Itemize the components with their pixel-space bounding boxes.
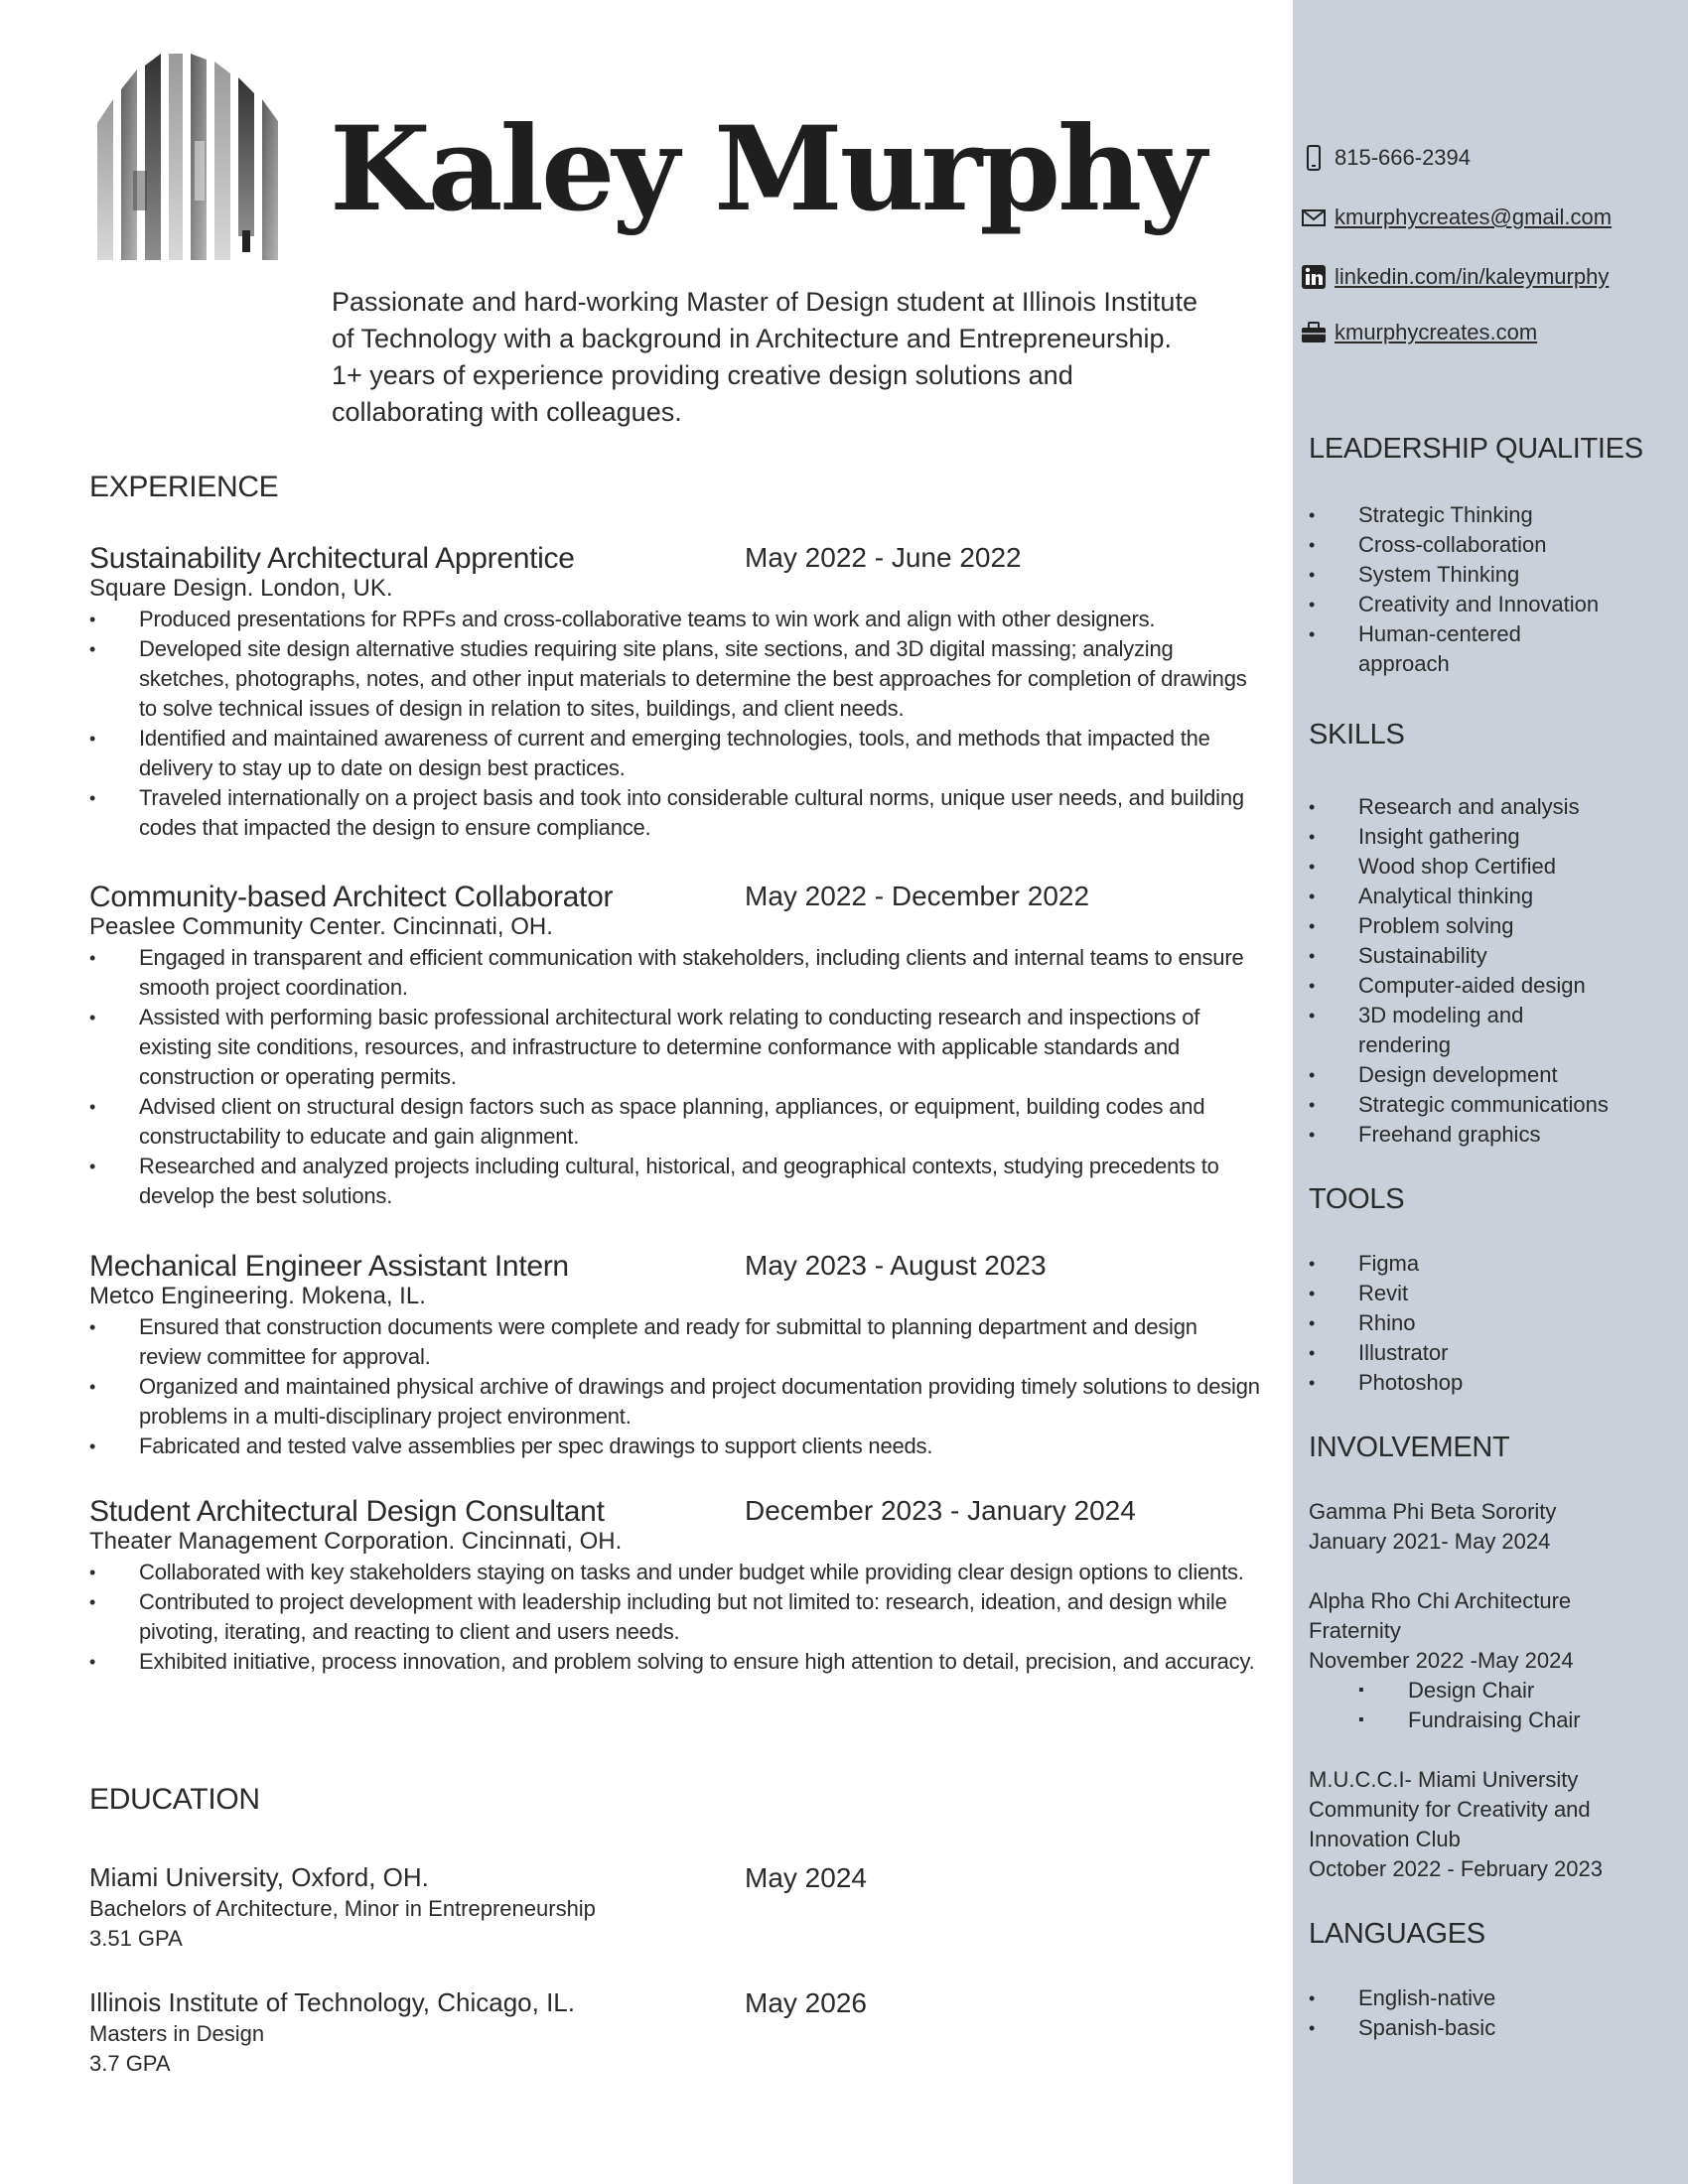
job-title: Student Architectural Design Consultant xyxy=(89,1495,605,1528)
graduation-date: May 2026 xyxy=(745,1987,867,2018)
professional-summary: Passionate and hard-working Master of Design student at Illinois Institute of Technology with a background in Architecture and Entrepreneurship. 1+ years of experience providing creative design solutions and collaborating with colleagues. xyxy=(332,287,1197,427)
linkedin-icon xyxy=(1301,264,1327,290)
job-bullet: • Organized and maintained physical archive of drawings and project documentation providing timely solutions to design problems in a multi-disciplinary project environment. xyxy=(89,1372,1261,1432)
skills-heading: SKILLS xyxy=(1309,719,1405,751)
job-bullet: • Exhibited initiative, process innovation, and problem solving to ensure high attention to detail, precision, and accuracy. xyxy=(89,1647,1261,1677)
contact-linkedin[interactable] xyxy=(1301,264,1609,290)
phone-number: 815-666-2394 xyxy=(1335,145,1472,170)
website-link[interactable]: kmurphycreates.com xyxy=(1335,320,1538,344)
job-bullet: • Developed site design alternative studies requiring site plans, site sections, and 3D digital massing; analyzing sketches, photographs, notes, and other input materials to determine the best approaches for completion of drawings to solve technical issues of design in relation to sites, buildings, and client needs. xyxy=(89,634,1261,724)
tools-list xyxy=(1309,1249,1666,1398)
list-item: • Freehand graphics xyxy=(1309,1120,1666,1150)
list-item: • Sustainability xyxy=(1309,941,1666,971)
role-item: ▪ Design Chair xyxy=(1309,1676,1676,1706)
degree: Masters in Design xyxy=(89,2021,265,2046)
list-item: • Cross-collaboration xyxy=(1309,530,1666,560)
email-link[interactable]: kmurphycreates@gmail.com xyxy=(1335,205,1613,229)
job-title: Community-based Architect Collaborator xyxy=(89,881,614,913)
job-date: December 2023 - January 2024 xyxy=(745,1495,1136,1526)
mail-icon xyxy=(1301,205,1327,230)
list-item: • Creativity and Innovation xyxy=(1309,590,1666,619)
job-bullets xyxy=(89,943,1261,1211)
list-item: • Rhino xyxy=(1309,1308,1666,1338)
job-bullet: • Produced presentations for RPFs and cross-collaborative teams to win work and align with other designers. xyxy=(89,605,1261,634)
list-item: • Design development xyxy=(1309,1060,1666,1090)
school-name: Miami University, Oxford, OH. xyxy=(89,1862,429,1892)
job-company: Peaslee Community Center. Cincinnati, OH. xyxy=(89,913,553,940)
job-bullet: • Engaged in transparent and efficient communication with stakeholders, including clients and internal teams to ensure smooth project coordination. xyxy=(89,943,1261,1003)
org-name: Alpha Rho Chi Architecture xyxy=(1309,1588,1572,1613)
list-item: • Photoshop xyxy=(1309,1368,1666,1398)
degree: Bachelors of Architecture, Minor in Entrepreneurship xyxy=(89,1896,596,1921)
leadership-list xyxy=(1309,500,1666,679)
contact-website[interactable] xyxy=(1301,320,1537,345)
job-title: Sustainability Architectural Apprentice xyxy=(89,542,575,575)
list-item: • Computer-aided design xyxy=(1309,971,1666,1001)
involvement-heading: INVOLVEMENT xyxy=(1309,1432,1510,1463)
list-item: • Research and analysis xyxy=(1309,792,1666,822)
list-item: • System Thinking xyxy=(1309,560,1666,590)
list-item: • Strategic Thinking xyxy=(1309,500,1666,530)
job-bullets xyxy=(89,1558,1261,1677)
languages-heading: LANGUAGES xyxy=(1309,1918,1485,1950)
job-title: Mechanical Engineer Assistant Intern xyxy=(89,1250,569,1283)
job-bullet: • Collaborated with key stakeholders staying on tasks and under budget while providing clear design options to clients. xyxy=(89,1558,1261,1587)
role-list xyxy=(1309,1676,1676,1735)
org-name: Innovation Club xyxy=(1309,1827,1461,1851)
tools-heading: TOOLS xyxy=(1309,1183,1405,1215)
contact-phone xyxy=(1301,145,1471,171)
experience-heading: EXPERIENCE xyxy=(89,471,279,503)
job-company: Metco Engineering. Mokena, IL. xyxy=(89,1283,426,1309)
org-dates: January 2021- May 2024 xyxy=(1309,1529,1551,1554)
org-name: Fraternity xyxy=(1309,1618,1401,1643)
list-item: • Human-centered approach xyxy=(1309,619,1557,679)
job-bullet: • Contributed to project development with leadership including but not limited to: research, ideation, and design while pivoting, iterating, and reacting to client and users needs. xyxy=(89,1587,1261,1647)
job-date: May 2023 - August 2023 xyxy=(745,1250,1047,1281)
job-bullets xyxy=(89,1312,1261,1461)
gpa: 3.51 GPA xyxy=(89,1926,183,1951)
org-dates: November 2022 -May 2024 xyxy=(1309,1648,1574,1673)
involvement-entry xyxy=(1309,1586,1676,1735)
education-heading: EDUCATION xyxy=(89,1783,260,1816)
graduation-date: May 2024 xyxy=(745,1862,867,1893)
org-name: Community for Creativity and xyxy=(1309,1797,1591,1822)
job-bullets xyxy=(89,605,1261,843)
org-name: M.U.C.C.I- Miami University xyxy=(1309,1767,1579,1792)
list-item: • Analytical thinking xyxy=(1309,882,1666,911)
list-item: • 3D modeling and rendering xyxy=(1309,1001,1567,1060)
list-item: • Illustrator xyxy=(1309,1338,1666,1368)
languages-list xyxy=(1309,1983,1666,2043)
leadership-heading: LEADERSHIP QUALITIES xyxy=(1309,433,1643,465)
job-bullet: • Fabricated and tested valve assemblies per spec drawings to support clients needs. xyxy=(89,1432,1261,1461)
gpa: 3.7 GPA xyxy=(89,2051,171,2076)
involvement-entry xyxy=(1309,1497,1676,1557)
job-bullet: • Assisted with performing basic professional architectural work relating to conducting research and inspections of existing site conditions, resources, and infrastructure to determine conformance with applicable standards and construction or operating permits. xyxy=(89,1003,1261,1092)
list-item: • Insight gathering xyxy=(1309,822,1666,852)
skills-list xyxy=(1309,792,1666,1150)
list-item: • Problem solving xyxy=(1309,911,1666,941)
job-bullet: • Ensured that construction documents were complete and ready for submittal to planning department and design review committee for approval. xyxy=(89,1312,1261,1372)
list-item: • Wood shop Certified xyxy=(1309,852,1666,882)
job-date: May 2022 - June 2022 xyxy=(745,542,1022,573)
org-dates: October 2022 - February 2023 xyxy=(1309,1856,1603,1881)
list-item: • Spanish-basic xyxy=(1309,2013,1666,2043)
linkedin-link[interactable]: linkedin.com/in/kaleymurphy xyxy=(1335,264,1610,289)
contact-email[interactable] xyxy=(1301,205,1612,230)
job-bullet: • Advised client on structural design factors such as space planning, appliances, or equipment, building codes and constructability to educate and gain alignment. xyxy=(89,1092,1261,1152)
job-bullet: • Traveled internationally on a project basis and took into considerable cultural norms, unique user needs, and building codes that impacted the design to ensure compliance. xyxy=(89,783,1261,843)
phone-icon xyxy=(1301,145,1327,171)
candidate-name: Kaley Murphy xyxy=(330,100,1204,237)
involvement-entry xyxy=(1309,1765,1676,1884)
list-item: • English-native xyxy=(1309,1983,1666,2013)
job-bullet: • Researched and analyzed projects including cultural, historical, and geographical contexts, studying precedents to develop the best solutions. xyxy=(89,1152,1261,1211)
job-company: Theater Management Corporation. Cincinnati, OH. xyxy=(89,1528,623,1555)
list-item: • Figma xyxy=(1309,1249,1666,1279)
job-bullet: • Identified and maintained awareness of current and emerging technologies, tools, and methods that impacted the delivery to stay up to date on design best practices. xyxy=(89,724,1261,783)
job-company: Square Design. London, UK. xyxy=(89,575,393,602)
logo-building-icon xyxy=(93,52,297,262)
role-item: ▪ Fundraising Chair xyxy=(1309,1706,1676,1735)
list-item: • Revit xyxy=(1309,1279,1666,1308)
briefcase-icon xyxy=(1301,320,1327,345)
job-date: May 2022 - December 2022 xyxy=(745,881,1090,911)
school-name: Illinois Institute of Technology, Chicago, IL. xyxy=(89,1987,575,2017)
list-item: • Strategic communications xyxy=(1309,1090,1666,1120)
org-name: Gamma Phi Beta Sorority xyxy=(1309,1499,1557,1524)
